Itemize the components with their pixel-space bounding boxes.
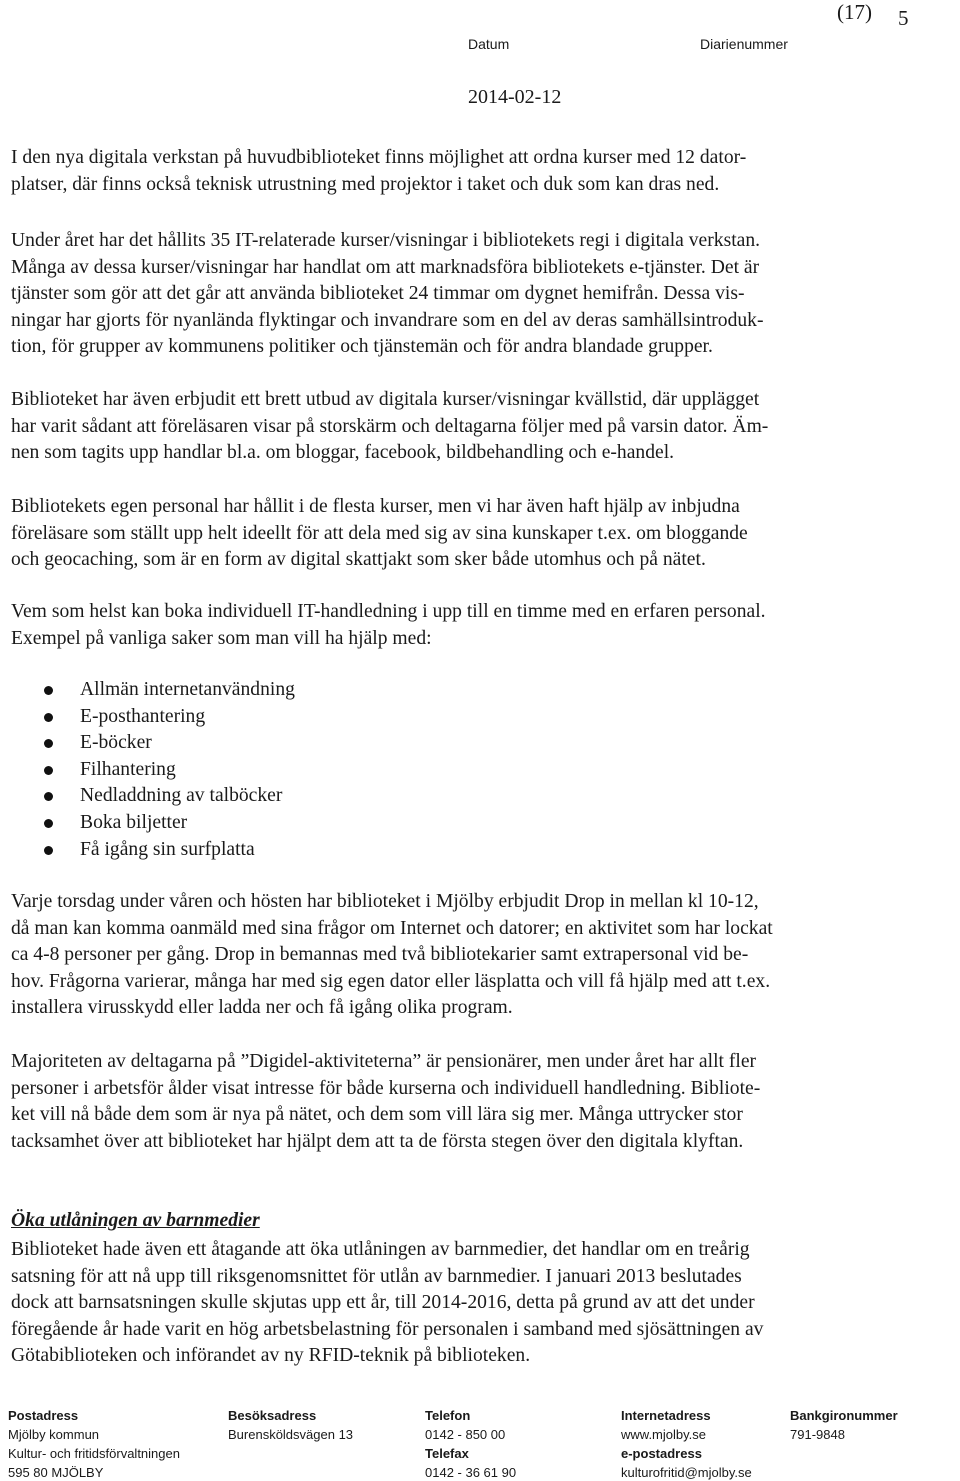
text-line: Varje torsdag under våren och hösten har biblioteket i Mjölby erbjudit Drop in mellan kl 10-12, (11, 891, 759, 912)
page-count: (17) (837, 0, 872, 24)
footer-telefon: 0142 - 850 00 (425, 1427, 506, 1442)
list-item (11, 837, 295, 864)
footer-postadress-line1: Mjölby kommun (8, 1427, 100, 1442)
footer-postadress-line2: Kultur- och fritidsförvaltningen (8, 1446, 180, 1461)
paragraph-digidel (11, 1049, 911, 1155)
bullet-icon (44, 792, 53, 801)
footer-internet-link[interactable]: www.mjolby.se (621, 1427, 707, 1442)
text-line: ca 4-8 personer per gång. Drop in bemannas med två bibliotekarier samt extrapersonal vid be- (11, 944, 749, 966)
list-item-label: E-posthantering (80, 705, 206, 727)
bullet-icon (44, 713, 53, 722)
bullet-icon (44, 819, 53, 828)
text-line: har varit sådant att föreläsaren visar på storskärm och deltagarna följer med på varsin dator. Äm- (11, 415, 769, 437)
paragraph-it-courses (11, 228, 911, 361)
list-item (11, 730, 295, 757)
list-item-label: Allmän internetanvändning (80, 679, 295, 700)
section-heading: Öka utlåningen av barnmedier (11, 1210, 260, 1231)
footer-epost-label: e-postadress (621, 1446, 702, 1461)
text-line: ningar har gjorts för nyanlända flyktingar och invandrare som en del av deras samhällsintroduk- (11, 309, 764, 331)
text-line: föreläsare som ställt upp helt ideellt för att dela med sig av sina kunskaper t.ex. om bloggande (11, 522, 748, 544)
footer-telefax: 0142 - 36 61 90 (425, 1465, 517, 1480)
text-line: Bibliotekets egen personal har hållit i de flesta kurser, men vi har även haft hjälp av inbjudna (11, 496, 740, 517)
list-item-label: Boka biljetter (80, 811, 188, 833)
text-line: tion, för grupper av kommunens politiker och tjänstemän och för andra blandade grupper. (11, 336, 713, 358)
footer-telefon-label: Telefon (425, 1408, 471, 1423)
list-item (11, 677, 295, 704)
paragraph-it-guidance (11, 599, 911, 652)
text-line: Många av dessa kurser/visningar har handlat om att marknadsföra bibliotekets e-tjänster. Det är (11, 256, 760, 278)
text-line: Exempel på vanliga saker som man vill ha hjälp med: (11, 627, 432, 649)
text-line: Majoriteten av deltagarna på ”Digidel-aktiviteterna” är pensionärer, men under året har allt fler (11, 1051, 757, 1072)
list-item-label: Få igång sin surfplatta (80, 838, 255, 860)
text-line: föregående år hade varit en hög arbetsbelastning för personalen i samband med sjösättningen av (11, 1318, 764, 1340)
bullet-icon (44, 739, 53, 748)
list-item (11, 810, 295, 837)
text-line: hov. Frågorna varierar, många har med sig egen dator eller läsplatta och vill få hjälp med att t.ex. (11, 970, 771, 992)
footer-besoksadress: Burensköldsvägen 13 (228, 1427, 354, 1442)
paragraph-childrens-media (11, 1237, 911, 1370)
text-line: personer i arbetsför ålder visat intresse för både kurserna och individuell handledning. Bibliote- (11, 1077, 761, 1099)
text-line: då man kan komma oanmäld med sina frågor om Internet och datorer; en aktivitet som har lockat (11, 917, 773, 939)
footer-epost-link[interactable]: kulturofritid@mjolby.se (621, 1465, 752, 1480)
text-line: nen som tagits upp handlar bl.a. om bloggar, facebook, bildbehandling och e-handel. (11, 442, 675, 464)
page-number: 5 (898, 6, 909, 30)
paragraph-drop-in (11, 889, 911, 1022)
text-line: Biblioteket hade även ett åtagande att öka utlåningen av barnmedier, det handlar om en treårig (11, 1239, 750, 1260)
footer-besoksadress-label: Besöksadress (228, 1408, 317, 1423)
list-item-label: E-böcker (80, 732, 152, 754)
footer-bankgiro-label: Bankgironummer (790, 1408, 898, 1423)
text-line: tjänster som gör att det går att använda biblioteket 24 timmar om dygnet hemifrån. Dessa vis- (11, 283, 745, 305)
footer-telefax-label: Telefax (425, 1446, 469, 1461)
footer-postadress-label: Postadress (8, 1408, 79, 1423)
bullet-icon (44, 846, 53, 855)
list-item-label: Nedladdning av talböcker (80, 785, 283, 807)
list-item (11, 704, 295, 731)
help-topics-list (11, 677, 295, 863)
text-line: tacksamhet över att biblioteket har hjälpt dem att ta de första stegen över den digitala klyftan. (11, 1130, 744, 1152)
text-line: dock att barnsatsningen skulle skjutas upp ett år, till 2014-2016, detta på grund av att det under (11, 1292, 755, 1314)
text-line: och geocaching, som är en form av digital skattjakt som sker både utomhus och på nätet. (11, 549, 706, 571)
text-line: Biblioteket har även erbjudit ett brett utbud av digitala kurser/visningar kvällstid, där upplägget (11, 389, 760, 410)
list-item-label: Filhantering (80, 758, 176, 780)
paragraph-evening-courses (11, 387, 911, 467)
footer-postadress-line3: 595 80 MJÖLBY (8, 1465, 104, 1480)
list-item (11, 757, 295, 784)
footer-internet-label: Internetadress (621, 1408, 711, 1423)
bullet-icon (44, 766, 53, 775)
text-line: installera virusskydd eller ladda ner och få igång olika program. (11, 997, 513, 1019)
text-line: platser, där finns också teknisk utrustning med projektor i taket och duk som kan dras ned. (11, 173, 720, 195)
text-line: ket vill nå både dem som är nya på nätet, och dem som vill lära sig mer. Många uttrycker stor (11, 1104, 743, 1126)
list-item (11, 783, 295, 810)
diarienummer-label: Diarienummer (700, 36, 788, 52)
footer-bankgiro: 791-9848 (790, 1427, 845, 1442)
text-line: satsning för att nå upp till riksgenomsnittet för utlån av barnmedier. I januari 2013 beslutades (11, 1265, 742, 1287)
text-line: I den nya digitala verkstan på huvudbiblioteket finns möjlighet att ordna kurser med 12 dator- (11, 147, 747, 168)
text-line: Under året har det hållits 35 IT-relaterade kurser/visningar i bibliotekets regi i digitala verkstan. (11, 230, 761, 251)
datum-value: 2014-02-12 (468, 86, 562, 108)
text-line: Götabiblioteken och införandet av ny RFID-teknik på biblioteken. (11, 1345, 531, 1367)
paragraph-staff (11, 494, 911, 574)
paragraph-digital-workshop (11, 145, 911, 198)
datum-label: Datum (468, 36, 510, 52)
text-line: Vem som helst kan boka individuell IT-handledning i upp till en timme med en erfaren personal. (11, 601, 766, 622)
bullet-icon (44, 686, 53, 695)
